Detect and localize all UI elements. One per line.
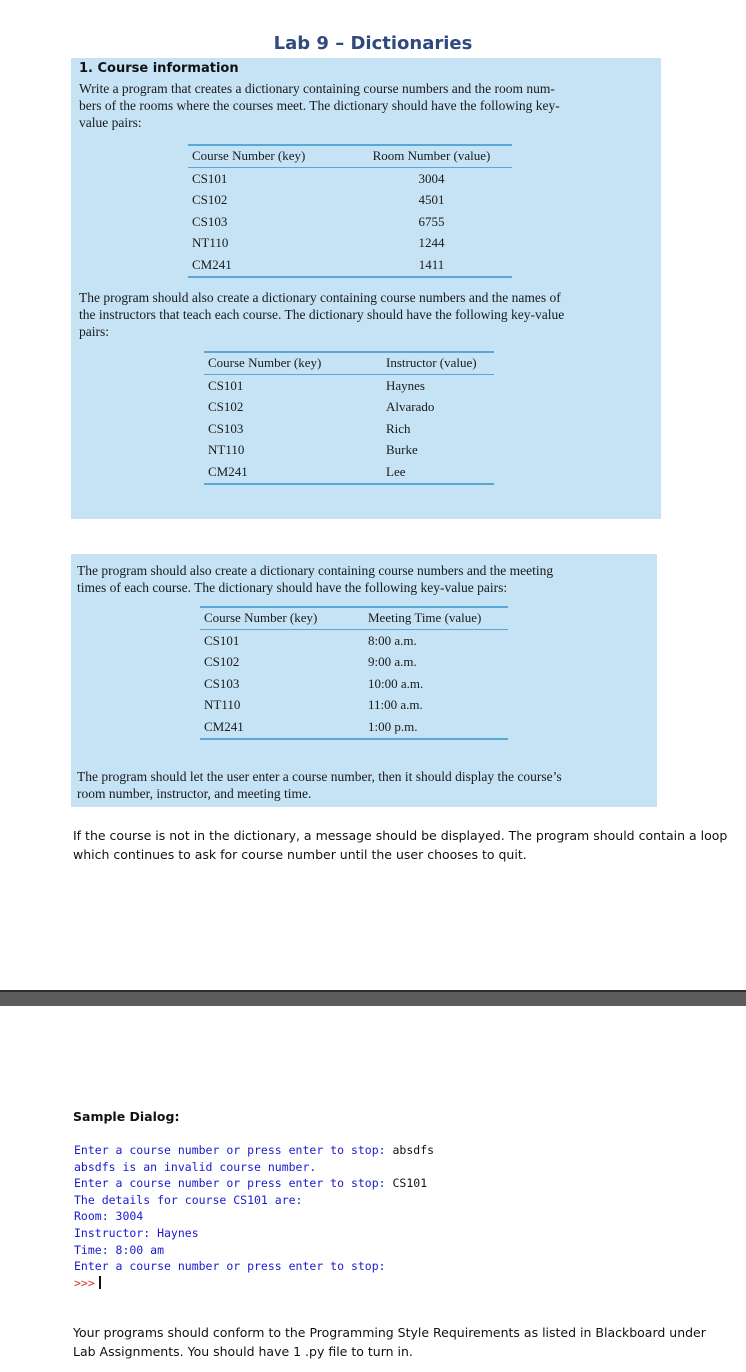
sample-dialog-label: Sample Dialog: (73, 1109, 180, 1124)
console-line: Room: 3004 (74, 1209, 144, 1224)
table-row: CS101 3004 (192, 170, 445, 186)
table-row: CS102 4501 (192, 192, 445, 208)
console-line: absdfs is an invalid course number. (74, 1159, 317, 1174)
table-row: CS102 9:00 a.m. (204, 654, 417, 670)
table-row: CS103 10:00 a.m. (204, 675, 424, 691)
table-row: NT110 Burke (208, 442, 418, 458)
table-header: Room Number (value) (351, 145, 512, 168)
instructor-table (204, 351, 494, 485)
table-row: CM241 1411 (188, 254, 512, 277)
course-info-panel (71, 58, 661, 519)
table-row: CS102 Alvarado (208, 399, 435, 415)
table-row: NT110 11:00 a.m. (204, 697, 423, 713)
closing-paragraph: The program should let the user enter a course number, then it should display the course’s room number, instructor, and meeting time. (77, 769, 562, 801)
console-line: Enter a course number or press enter to stop: (74, 1259, 386, 1274)
console-line: The details for course CS101 are: (74, 1192, 303, 1207)
console-line: Enter a course number or press enter to stop: absdfs (74, 1143, 435, 1157)
extra-requirements-paragraph: If the course is not in the dictionary, a message should be displayed. The program should contain a loop which continues to ask for course number until the user chooses to quit. (73, 828, 728, 862)
console-line: Time: 8:00 am (74, 1242, 165, 1257)
table-row: CM241 1:00 p.m. (200, 716, 508, 739)
table-header: Course Number (key) (188, 145, 351, 168)
page-title: Lab 9 – Dictionaries (273, 33, 473, 54)
instructor-intro-paragraph: The program should also create a dictionary containing course numbers and the names of the instructors that teach each course. The dictionary should have the following key-value pairs: (79, 290, 565, 339)
table-header: Meeting Time (value) (364, 607, 508, 630)
text-cursor (99, 1276, 101, 1289)
room-table (188, 144, 512, 278)
table-row: CM241 Lee (204, 461, 494, 484)
meeting-intro-paragraph: The program should also create a dictionary containing course numbers and the meeting times of each course. The dictionary should have the following key-value pairs: (77, 563, 554, 595)
page-separator (0, 990, 746, 1006)
table-row: CS103 Rich (208, 420, 411, 436)
console-prompt: >>> (74, 1275, 95, 1290)
table-header: Course Number (key) (200, 607, 364, 630)
table-row: CS101 8:00 a.m. (204, 632, 417, 648)
footer-paragraph: Your programs should conform to the Programming Style Requirements as listed in Blackboard under Lab Assignments. You should have 1 .py file to turn in. (73, 1325, 706, 1359)
table-row: CS101 Haynes (208, 377, 425, 393)
table-row: NT110 1244 (192, 235, 445, 251)
console-prompt-line (74, 1275, 434, 1292)
table-header: Instructor (value) (382, 352, 494, 375)
sample-dialog-console (74, 1142, 434, 1291)
meeting-time-table (200, 606, 508, 740)
console-line: Enter a course number or press enter to stop: CS101 (74, 1176, 428, 1191)
meeting-time-panel (71, 554, 657, 807)
console-line: Instructor: Haynes (74, 1225, 199, 1240)
intro-paragraph: Write a program that creates a dictionary containing course numbers and the room num- bers of the rooms where the courses meet. The dictionary should have the following key- value pairs: (79, 81, 560, 130)
section-heading: 1. Course information (79, 61, 239, 76)
table-row: CS103 6755 (192, 213, 445, 229)
table-header: Course Number (key) (204, 352, 382, 375)
